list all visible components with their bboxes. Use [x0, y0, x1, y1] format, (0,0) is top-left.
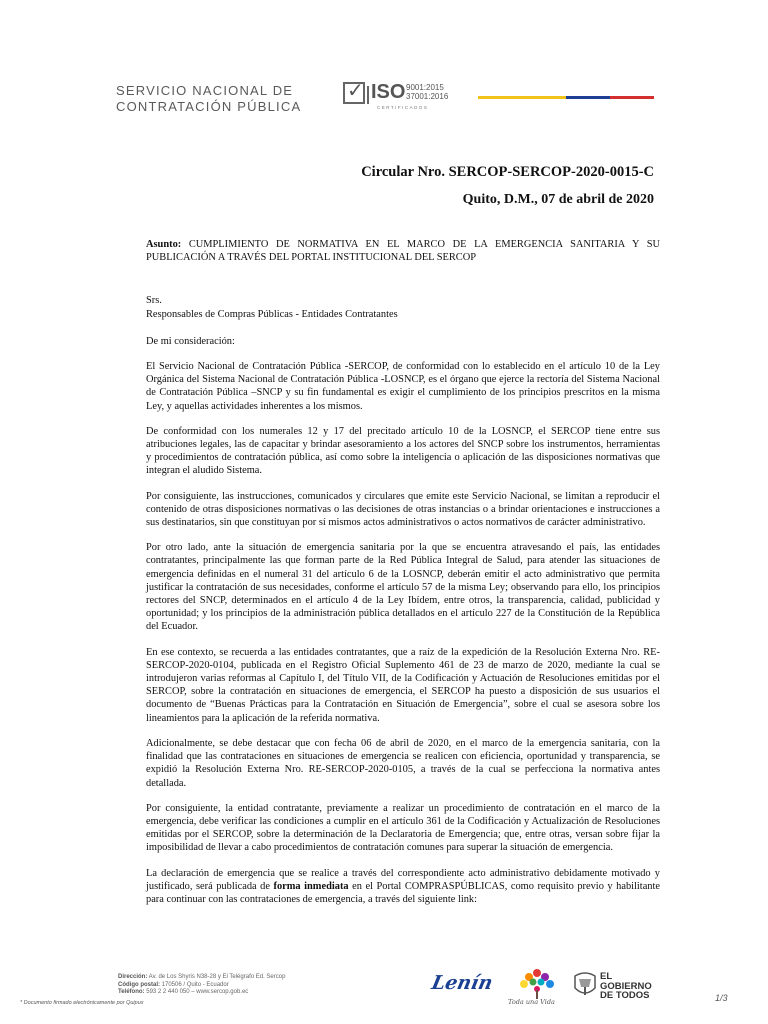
organization-name-line1: SERVICIO NACIONAL DE	[116, 83, 294, 98]
iso-certified-label: CERTIFICADOS	[377, 105, 429, 110]
subject-text: CUMPLIMIENTO DE NORMATIVA EN EL MARCO DE LA EMERGENCIA SANITARIA Y SU PUBLICACIÓN A TRAVÉS DEL PORTAL INSTITUCIONAL DEL SERCOP	[146, 239, 660, 264]
paragraph: De conformidad con los numerales 12 y 17 del precitado artículo 10 de la LOSNCP, el SERCOP tiene entre sus atribuciones legales, las de capacitar y brindar asesoramiento a los actores del SNCP sobre los instrumentos, herramientas y procedimientos de contratación pública, así como sobre la inteligencia o aplicación de las disposiciones normativas que integran el aludido Sistema.	[146, 425, 660, 477]
footer-contact	[118, 974, 285, 997]
iso-word: ISO	[371, 81, 406, 103]
address-label: Dirección:	[118, 974, 148, 980]
recipient: Responsables de Compras Públicas - Entidades Contratantes	[146, 308, 398, 320]
flag-stripe-red	[610, 96, 654, 99]
gobierno-logo	[572, 970, 662, 1002]
phone-label: Teléfono:	[118, 989, 145, 995]
paragraph: En ese contexto, se recuerda a las entidades contratantes, que a raíz de la expedición de la Resolución Externa Nro. RE-SERCOP-2020-0104, publicada en el Registro Oficial Suplemento 461 de 23 de marzo de 2020, mediante la cual se introdujeron varias reformas al Capítulo I, del Título VII, de la Codificación y Actuación de Resoluciones emitidas por el SERCOP, sobre la contratación en situaciones de emergencia, el SERCOP ha puesto a disposición de sus usuarios el documento de “Buenas Prácticas para la Contratación en Situación de Emergencia”, sobre el cual se asesora sobre los lineamientos para la aplicación de la referida normativa.	[146, 646, 660, 724]
final-text-start: La declaración de emergencia que se realice a través del correspondiente acto administrativo debidamente motivado y justificado, será publicada de	[146, 867, 660, 892]
postal-label: Código postal:	[118, 981, 160, 988]
iso-standards	[406, 83, 448, 101]
subject	[146, 238, 660, 264]
gobierno-line3: DE TODOS	[600, 990, 650, 1001]
toda-una-vida-text: Toda una Vida	[508, 998, 555, 1006]
organization-name-line2: CONTRATACIÓN PÚBLICA	[116, 99, 302, 114]
page-number: 1/3	[715, 993, 728, 1003]
paragraph-final	[146, 867, 660, 907]
checkmark-icon: ✓	[347, 78, 364, 102]
coat-of-arms-icon	[572, 970, 598, 1000]
address: Av. de Los Shyris N38-28 y El Telégrafo Ed. Sercop	[147, 974, 286, 980]
postal-code: 170506 / Quito - Ecuador	[160, 981, 229, 988]
document-date: Quito, D.M., 07 de abril de 2020	[462, 192, 654, 207]
organization-name	[116, 83, 301, 115]
final-text-end: en el Portal COMPRASPÚBLICAS, como requisito previo y habilitante para continuar con las contrataciones de emergencia, a través del siguiente link:	[146, 880, 660, 905]
footer	[0, 960, 768, 1024]
iso-standard-1: 9001:2015	[406, 83, 444, 92]
footer-address	[118, 974, 285, 982]
greeting: De mi consideración:	[146, 335, 235, 347]
flag-stripe-yellow	[478, 96, 566, 99]
paragraph: Por consiguiente, las instrucciones, comunicados y circulares que emite este Servicio Nacional, se limitan a reproducir el contenido de otras disposiciones normativas o las decisiones de otras instancias o a brindar orientaciones e instrucciones a sus destinatarios, sin que constituyan por sí mismos actos administrativos o actos normativos de carácter administrativo.	[146, 490, 660, 529]
subject-label: Asunto:	[146, 239, 182, 250]
letterhead	[0, 0, 768, 130]
gobierno-line2: GOBIERNO	[600, 980, 652, 992]
gobierno-line1: EL	[600, 971, 613, 982]
paragraph: Por otro lado, ante la situación de emergencia sanitaria por la que se encuentra atravesando el país, las entidades contratantes, principalmente las que forman parte de la Red Pública Integral de Salud, para atender las situaciones de emergencia definidas en el numeral 31 del artículo 6 de la LOSNCP, deberán emitir el acto administrativo que permita justificar la contratación de sus necesidades, conforme el artículo 57 de la misma Ley; observando para ello, los principios rectores del SNCP, determinados en el artículo 4 de la Ley Ibídem, entre otros, la transparencia, calidad, publicidad y oportunidad; y los principios de la administración pública detallados en el artículo 227 de la Constitución de la República del Ecuador.	[146, 542, 660, 633]
footer-postal	[118, 982, 285, 990]
lenin-logo: Lenín	[429, 972, 495, 994]
iso-certification-logo	[343, 78, 449, 114]
electronic-signature-note: * Documento firmado electrónicamente por Quipux	[20, 1000, 144, 1006]
final-text-bold: forma inmediata	[273, 880, 349, 892]
footer-phone	[118, 989, 285, 997]
salutation: Srs.	[146, 295, 162, 307]
iso-standard-2: 37001:2016	[406, 92, 449, 101]
phone-and-web: 593 2 2 440 050 – www.sercop.gob.ec	[144, 989, 249, 995]
gobierno-text	[600, 972, 652, 1001]
paragraph: El Servicio Nacional de Contratación Pública -SERCOP, de conformidad con lo establecido en el artículo 10 de la Ley Orgánica del Sistema Nacional de Contratación Pública -LOSNCP, es el órgano que ejerce la rectoría del Sistema Nacional de Contratación Pública –SNCP y su fin fundamental es exigir el cumplimiento de los principios prescritos en la misma Ley, y aquellas actividades inherentes a los mismos.	[146, 361, 660, 412]
iso-divider	[367, 86, 369, 104]
flag-stripe-blue	[566, 96, 610, 99]
paragraph: Por consiguiente, la entidad contratante, previamente a realizar un procedimiento de contratación en el marco de la emergencia, debe verificar las condiciones a cumplir en el artículo 361 de la Codificación y Actualización de Resoluciones emitidas por el SERCOP, sobre la determinación de la Declaratoria de Emergencia; que, entre otras, versan sobre fijar la imposibilidad de llevar a cabo procedimientos de contratación comunes para superar la situación de emergencia.	[146, 802, 660, 854]
paragraph: Adicionalmente, se debe destacar que con fecha 06 de abril de 2020, en el marco de la emergencia sanitaria, con la finalidad que las contrataciones en situaciones de emergencia se realicen con eficiencia, oportunidad y transparencia, se expidió la Resolución Externa Nro. RE-SERCOP-2020-0105, a través de la cual se perfecciona la normativa antes detallada.	[146, 737, 660, 789]
circular-number: Circular Nro. SERCOP-SERCOP-2020-0015-C	[361, 164, 654, 180]
document-body	[146, 238, 660, 918]
recipient-block	[146, 294, 660, 320]
